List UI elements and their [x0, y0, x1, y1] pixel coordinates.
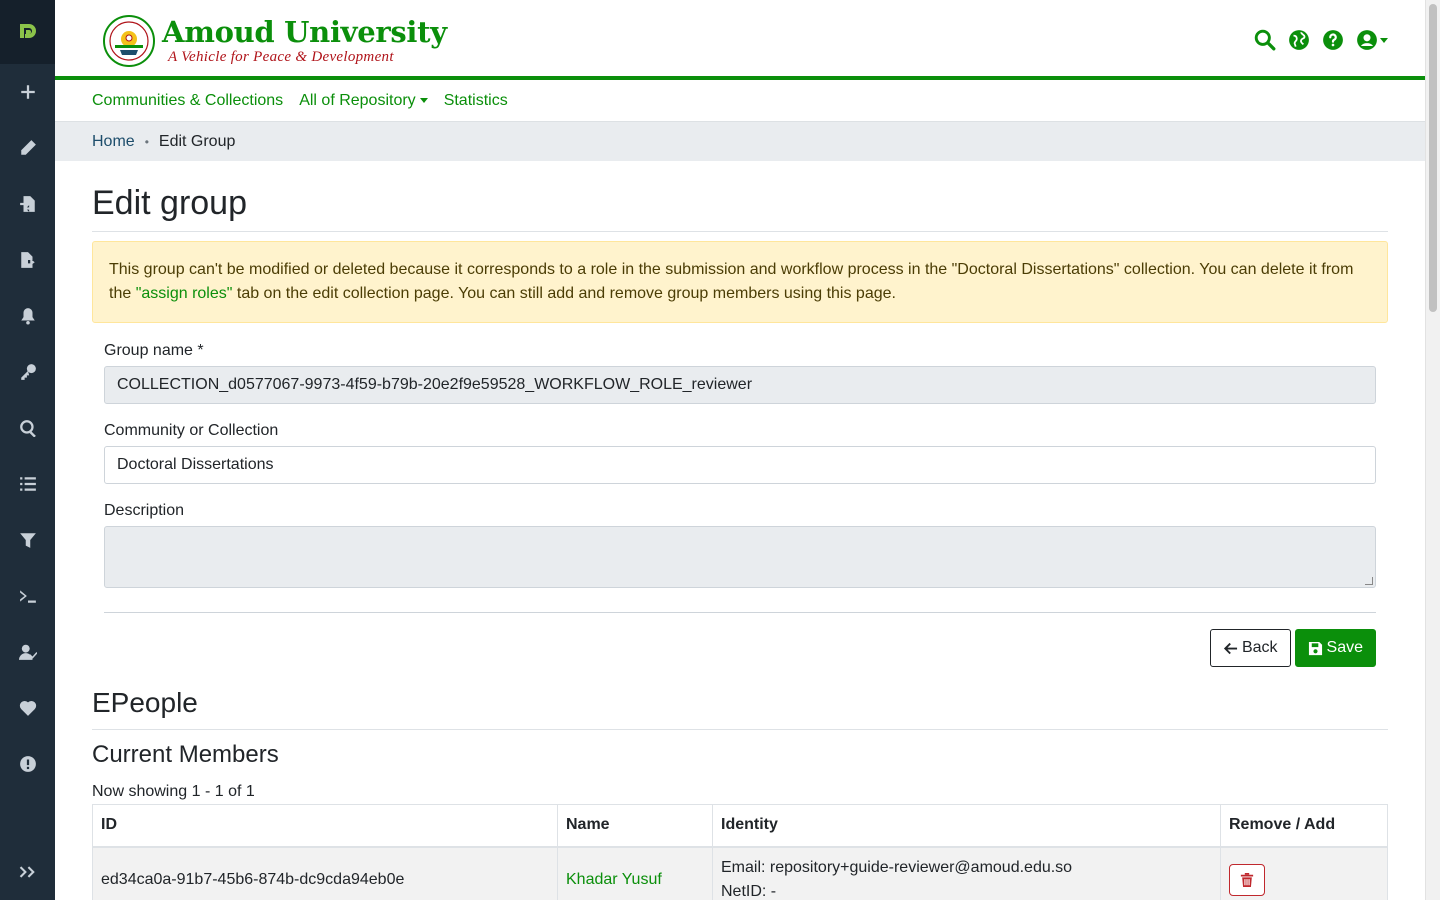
admin-sidebar: [0, 0, 55, 900]
nav-communities-collections[interactable]: Communities & Collections: [92, 91, 284, 109]
alert-text-before: This group can't be modified or deleted because it corresponds to a role in the submission and workflow process in the "Doctoral Dissertations" collection. You can delete it from the: [109, 261, 1354, 302]
column-header-identity: Identity: [713, 805, 1221, 847]
current-members-heading: Current Members: [92, 741, 279, 768]
arrow-left-icon: [1223, 641, 1238, 656]
language-globe-icon[interactable]: [1287, 28, 1311, 52]
help-icon[interactable]: [1321, 28, 1345, 52]
search-icon[interactable]: [1253, 28, 1277, 52]
sidebar-health-icon[interactable]: [0, 680, 55, 736]
save-button[interactable]: [1295, 629, 1376, 667]
save-button-label: Save: [1326, 639, 1363, 656]
member-identity: [713, 847, 1221, 900]
brand-tagline: A Vehicle for Peace & Development: [168, 49, 394, 65]
column-header-id: ID: [93, 805, 558, 847]
page-title: Edit group: [92, 183, 1388, 232]
sidebar-filter-icon[interactable]: [0, 512, 55, 568]
dspace-logo-icon: [17, 21, 39, 43]
university-seal-icon: [102, 14, 156, 68]
sidebar-workflow-icon[interactable]: [0, 624, 55, 680]
epeople-heading: EPeople: [92, 685, 1388, 730]
main-area: [55, 0, 1425, 900]
user-menu-icon[interactable]: [1355, 28, 1389, 52]
trash-icon: [1240, 873, 1254, 887]
alert-text-after: tab on the edit collection page. You can still add and remove group members using this page.: [232, 285, 896, 302]
assign-roles-link[interactable]: "assign roles": [135, 285, 233, 302]
main-navbar: [55, 80, 1425, 121]
save-icon: [1308, 641, 1323, 656]
sidebar-search-icon[interactable]: [0, 400, 55, 456]
nav-all-of-repository-label: All of Repository: [299, 91, 416, 109]
column-header-name: Name: [558, 805, 713, 847]
sidebar-new-icon[interactable]: [0, 64, 55, 120]
members-table: [92, 804, 1388, 900]
sidebar-registries-icon[interactable]: [0, 456, 55, 512]
community-field[interactable]: Doctoral Dissertations: [104, 446, 1376, 484]
sidebar-export-icon[interactable]: [0, 232, 55, 288]
breadcrumb-separator: •: [144, 134, 149, 149]
sidebar-notifications-icon[interactable]: [0, 288, 55, 344]
sidebar-import-icon[interactable]: [0, 176, 55, 232]
column-header-remove-add: Remove / Add: [1221, 805, 1388, 847]
member-id: ed34ca0a-91b7-45b6-874b-dc9cda94eb0e: [93, 847, 558, 900]
nav-all-of-repository[interactable]: [299, 92, 428, 110]
sidebar-access-control-icon[interactable]: [0, 344, 55, 400]
sidebar-expand-icon[interactable]: [0, 844, 55, 900]
page-content: [92, 165, 1388, 900]
remove-member-button[interactable]: [1229, 864, 1265, 896]
brand-logo[interactable]: [102, 14, 447, 68]
nav-statistics[interactable]: Statistics: [443, 91, 508, 109]
dspace-logo[interactable]: [0, 0, 55, 64]
sidebar-terminal-icon[interactable]: [0, 568, 55, 624]
form-divider: [104, 612, 1376, 613]
table-header-row: [93, 805, 1388, 847]
form-actions: [104, 629, 1376, 667]
table-row: [93, 847, 1388, 900]
brand-name: Amoud University: [162, 15, 447, 49]
breadcrumb-current: Edit Group: [158, 132, 236, 150]
resize-grip-icon[interactable]: [1365, 577, 1373, 585]
description-textarea[interactable]: [104, 526, 1376, 588]
scrollbar-thumb[interactable]: [1429, 4, 1437, 312]
member-actions: [1221, 847, 1388, 900]
community-label: Community or Collection: [104, 422, 279, 439]
breadcrumb-home[interactable]: Home: [92, 132, 135, 150]
member-email: Email: repository+guide-reviewer@amoud.edu.so: [721, 858, 1073, 876]
member-netid: NetID: -: [721, 882, 777, 900]
member-name-link[interactable]: Khadar Yusuf: [566, 870, 662, 888]
chevron-down-icon: [420, 98, 428, 103]
site-header: [55, 0, 1425, 80]
breadcrumb: [55, 121, 1425, 161]
description-label: Description: [104, 502, 185, 519]
sidebar-edit-icon[interactable]: [0, 120, 55, 176]
sidebar-system-info-icon[interactable]: [0, 736, 55, 792]
member-name-cell: [558, 847, 713, 900]
back-button[interactable]: [1210, 629, 1291, 667]
group-name-label: Group name *: [104, 342, 204, 359]
pagination-summary: Now showing 1 - 1 of 1: [92, 783, 255, 800]
header-icons: [1243, 28, 1389, 52]
page-scrollbar[interactable]: [1425, 0, 1440, 900]
group-form: [92, 342, 1388, 667]
group-name-field[interactable]: COLLECTION_d0577067-9973-4f59-b79b-20e2f9e59528_WORKFLOW_ROLE_reviewer: [104, 366, 1376, 404]
warning-alert: [92, 241, 1388, 323]
back-button-label: Back: [1241, 639, 1278, 656]
